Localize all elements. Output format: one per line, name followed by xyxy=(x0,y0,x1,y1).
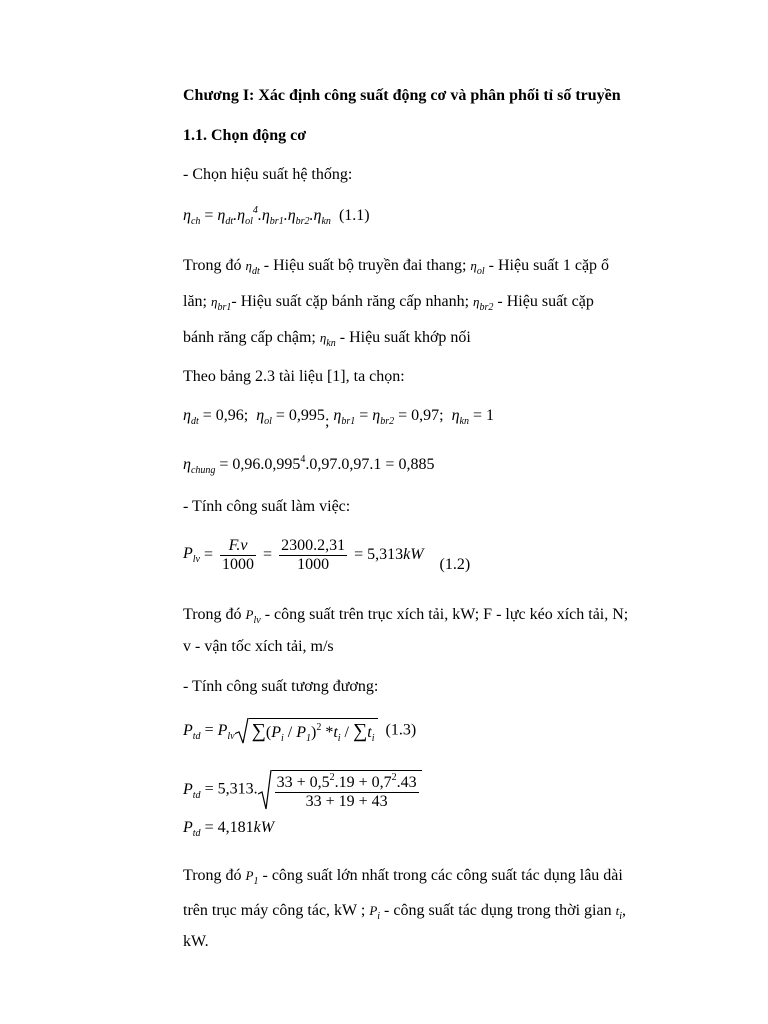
text-line: - Tính công suất tương đương: xyxy=(183,678,379,695)
text-line: Trong đó $\eta_{dt}$ - Hiệu suất bộ truyền đai thang; $\eta_{ol}$ - Hiệu suất 1 cặp ổ xyxy=(183,257,610,277)
equation-number: (1.3) xyxy=(385,721,417,739)
chapter-title: Chương I: Xác định công suất động cơ và phân phối tỉ số truyền xyxy=(183,87,621,104)
equation-1-2: $P_{lv}$ = $\frac{F.v}{1000}$ = $\frac{2300.2,31}{1000}$ = 5,313kW (1.2) xyxy=(183,537,471,574)
text-line: Theo bảng 2.3 tài liệu [1], ta chọn: xyxy=(183,368,405,385)
equation-values: $\eta_{dt} = 0,96$; $\eta_{ol} = 0,995$; $\eta_{br1} = \eta_{br2} = 0,97$; $\eta_{kn} = 1$ xyxy=(183,407,494,430)
text-line: lăn; $\eta_{br1}-$ Hiệu suất cặp bánh răng cấp nhanh; $\eta_{br2}$ - Hiệu suất cặp xyxy=(183,293,594,313)
equation-1-1: $\eta_{ch} = \eta_{dt}.\eta_{ol}^4.\eta_{br1}.\eta_{br2}.\eta_{kn}$ (1.1) xyxy=(183,205,370,227)
text-line: Trong đó $P_{lv}$ - công suất trên trục xích tải, kW; F - lực kéo xích tải, N; xyxy=(183,606,629,626)
text-line: v - vận tốc xích tải, m/s xyxy=(183,638,334,655)
equation-number: (1.2) xyxy=(439,556,471,574)
equation-number: (1.1) xyxy=(338,207,370,224)
text-line: Trong đó $P_1$ - công suất lớn nhất trong các công suất tác dụng lâu dài xyxy=(183,867,623,887)
text-line: trên trục máy công tác, kW ; $P_i$ - công suất tác dụng trong thời gian $t_i$, xyxy=(183,902,626,922)
text-line: bánh răng cấp chậm; $\eta_{kn}$ - Hiệu suất khớp nối xyxy=(183,329,471,349)
section-title: 1.1. Chọn động cơ xyxy=(183,127,307,144)
text-line: kW. xyxy=(183,933,209,950)
text-line: - Chọn hiệu suất hệ thống: xyxy=(183,166,353,183)
equation-1-3: $P_{td} = P_{lv}$ $\sum(P_i / P_1)^2$ $*t_i / \sum t_i$ (1.3) xyxy=(183,720,417,744)
equation-ptd: $P_{td} = 5,313$. $\frac{33 + 0,5^2.19 + 0,7^2.43}{33 + 19 + 43}$ xyxy=(183,770,422,810)
equation-ptd-result: $P_{td} = 4,181kW$ xyxy=(183,819,275,839)
text-line: - Tính công suất làm việc: xyxy=(183,498,351,515)
equation-eta-chung: $\eta_{chung} = 0,96.0,995^4.0,97.0,97.1 = 0,885$ xyxy=(183,454,435,476)
